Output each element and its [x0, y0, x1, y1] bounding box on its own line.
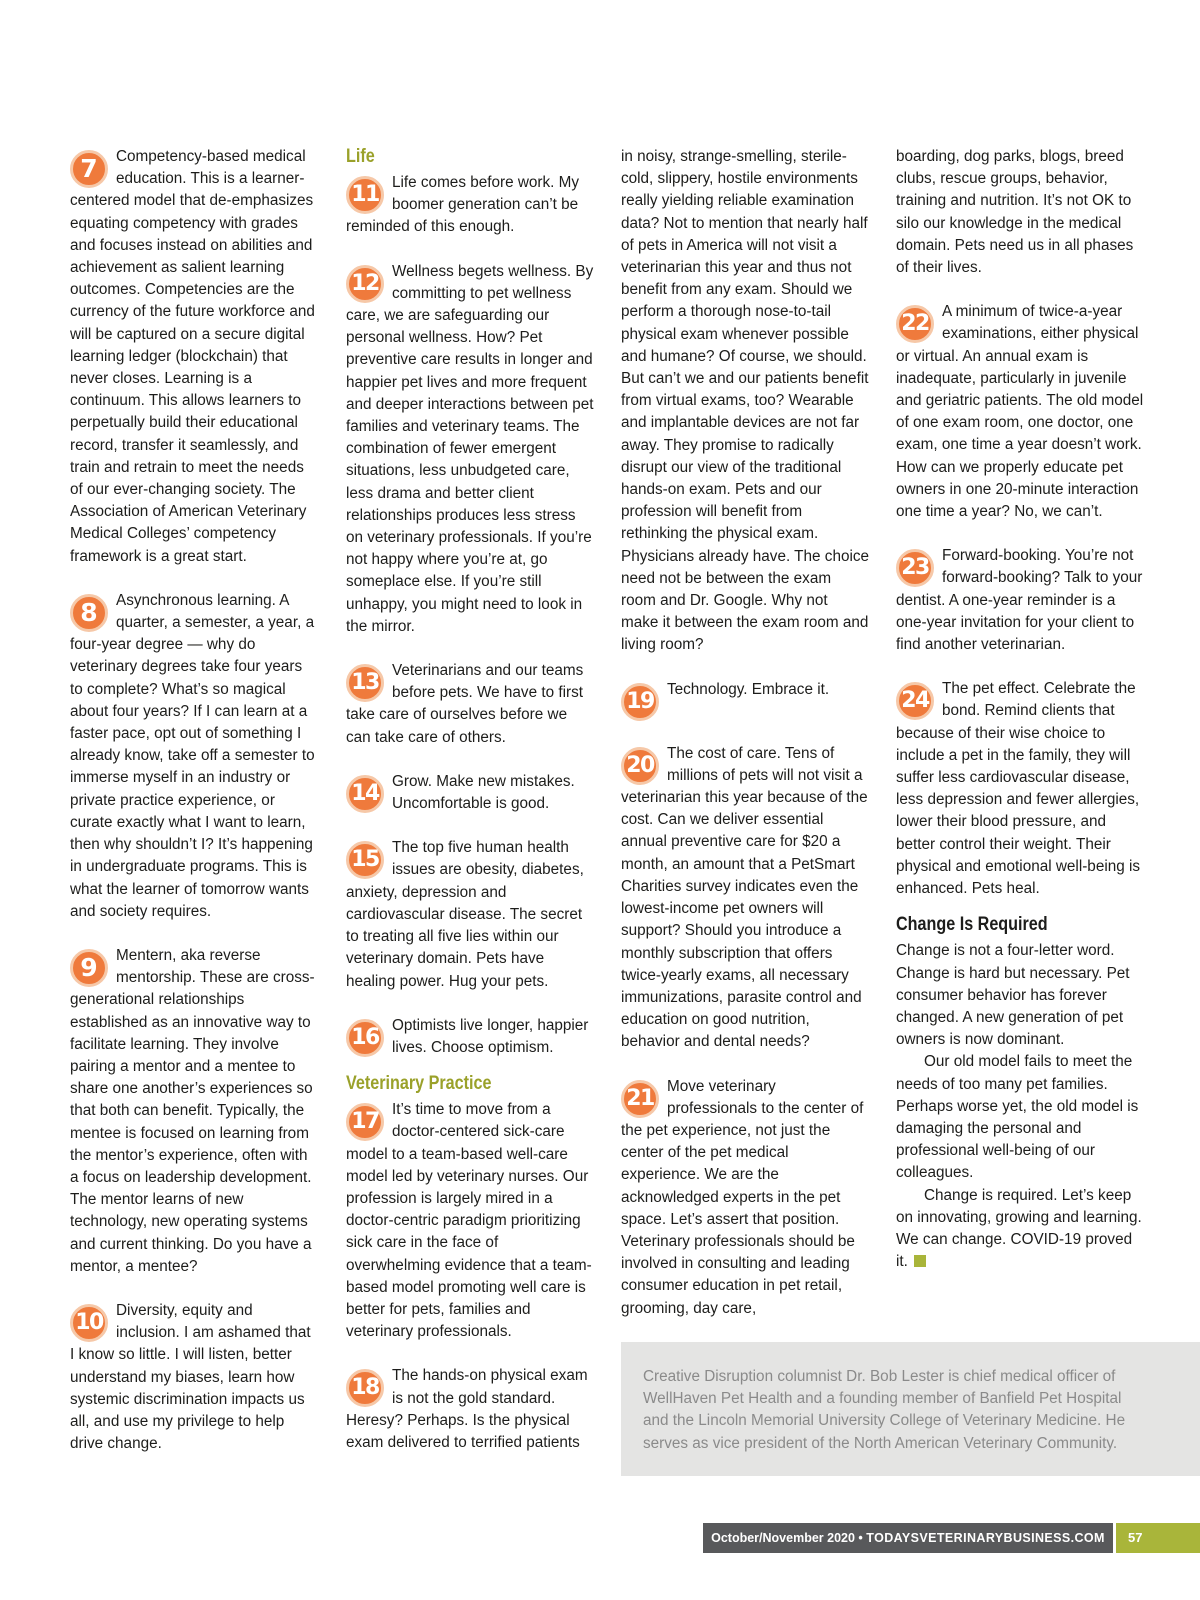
number-badge: 19 — [621, 683, 659, 721]
paragraph-text: Change is required. Let’s keep on innovating, growing and learning. We can change. COVID-19 proved it. — [896, 1186, 1142, 1271]
item-text: Technology. Embrace it. — [667, 680, 830, 698]
item-text: The top five human health issues are obesity, diabetes, anxiety, depression and cardiovascular disease. The secret to treating all five lies within our veterinary domain. Pets have healing power. Hug your pets. — [346, 839, 584, 990]
item-text: Competency-based medical education. This is a learner-centered model that de-emphasizes equating competency with grades and focuses instead on abilities and achievement as salient learning outcomes. Competencies are the currency of the future workforce and will be captured on a secure digital learning ledger (blockchain) that never closes. Learning is a continuum. This allows learners to perpetually build their educational record, transfer it seamlessly, and train and retrain to meet the needs of our ever-changing society. The Association of American Veterinary Medical Colleges’ competency framework is a great start. — [70, 148, 315, 565]
number-badge: 8 — [70, 594, 108, 632]
website-link[interactable]: TODAYSVETERINARYBUSINESS.COM — [866, 1531, 1105, 1545]
list-item — [346, 1015, 594, 1059]
list-item — [70, 945, 318, 1278]
list-item — [346, 172, 594, 239]
list-item — [621, 679, 869, 721]
list-item — [70, 590, 318, 923]
number-badge: 13 — [346, 664, 384, 702]
number-badge: 12 — [346, 265, 384, 303]
item-text: Diversity, equity and inclusion. I am ashamed that I know so little. I will listen, better understand my biases, learn how systemic discrimination impacts us all, and use my privilege to help drive change. — [70, 1301, 311, 1453]
item-text: Move veterinary professionals to the center of the pet experience, not just the center of the pet medical experience. We are the acknowledged experts in the pet space. Let’s assert that position. Veterinary professionals should be involved in consulting and leading consumer education in pet retail, grooming, day care, — [621, 1077, 864, 1317]
list-item — [896, 545, 1146, 656]
number-badge: 22 — [896, 305, 934, 343]
number-badge: 17 — [346, 1103, 384, 1141]
author-bio: Creative Disruption columnist Dr. Bob Lester is chief medical officer of WellHaven Pet Health and a founding member of Banfield Pet Hospital and the Lincoln Memorial University College of Veterinary Medicine. He serves as vice president of the North American Veterinary Community. — [621, 1342, 1200, 1476]
number-badge: 16 — [346, 1019, 384, 1057]
number-badge: 10 — [70, 1304, 108, 1342]
list-item — [346, 261, 594, 638]
list-item — [346, 660, 594, 749]
list-item — [346, 837, 594, 992]
section-heading-life: Life — [346, 146, 375, 167]
item-text: Forward-booking. You’re not forward-booking? Talk to your dentist. A one-year reminder is a one-year invitation for your client to find another veterinarian. — [896, 547, 1143, 654]
issue-date: October/November 2020 — [711, 1531, 855, 1545]
continued-paragraph: in noisy, strange-smelling, sterile-cold, slippery, hostile environments really yielding reliable examination data? Not to mention that nearly half of pets in America will not visit a veterinarian this year and thus not benefit from any exam. Should we perform a thorough nose-to-tail physical exam whenever possible and humane? Of course, we should. But can’t we and our patients benefit from virtual exams, too? Wearable and implantable devices are not far away. They promise to radically disrupt our view of the traditional hands-on exam. Pets and our profession will benefit from rethinking the physical exam. Physicians already have. The choice need not be between the exam room and Dr. Google. Why not make it between the exam room and living room? — [621, 148, 870, 654]
item-text: Veterinarians and our teams before pets. We have to first take care of ourselves before we can take care of others. — [346, 662, 584, 746]
item-text: Asynchronous learning. A quarter, a semester, a year, a four-year degree — why do veterinary degrees take four years to complete? What’s so magical about four years? If I can learn at a faster pace, opt out of something I already know, take off a semester to immerse myself in an industry or private practice experience, or curate exactly what I want to learn, then why shouldn’t I? It’s happening in undergraduate programs. This is what the learner of tomorrow wants and society requires. — [70, 591, 315, 920]
list-item — [346, 1099, 594, 1343]
paragraph — [896, 1185, 1146, 1274]
list-item — [621, 743, 869, 1054]
item-text: Wellness begets wellness. By committing to pet wellness care, we are safeguarding our personal wellness. How? Pet preventive care results in longer and happier pet lives and more frequent and deeper interactions between pet families and veterinary teams. The combination of fewer emergent situations, less unbudgeted care, less drama and better client relationships produces less stress on veterinary professionals. If you’re not happy where you’re at, go someplace else. If you’re still unhappy, you might need to look in the mirror. — [346, 262, 594, 635]
number-badge: 11 — [346, 176, 384, 214]
number-badge: 15 — [346, 841, 384, 879]
number-badge: 18 — [346, 1369, 384, 1407]
footer-separator: • — [858, 1531, 863, 1545]
item-text: The pet effect. Celebrate the bond. Remind clients that because of their wise choice to include a pet in the family, they will suffer less cardiovascular disease, less depression and fewer allergies, lower their blood pressure, and better control their weight. Their physical and emotional well-being is enhanced. Pets heal. — [896, 680, 1141, 898]
paragraph: Change is not a four-letter word. Change is hard but necessary. Pet consumer behavior has forever changed. A new generation of pet owners is now dominant. — [896, 942, 1130, 1049]
column-3 — [621, 146, 869, 1342]
list-item — [346, 1365, 594, 1454]
number-badge: 23 — [896, 549, 934, 587]
item-text: Grow. Make new mistakes. Uncomfortable is good. — [391, 772, 575, 813]
list-item — [896, 678, 1146, 900]
item-text: Optimists live longer, happier lives. Choose optimism. — [391, 1016, 589, 1056]
number-badge: 24 — [896, 682, 934, 720]
number-badge: 7 — [70, 150, 108, 188]
column-4 — [896, 146, 1146, 1273]
number-badge: 21 — [621, 1080, 659, 1118]
item-text: Mentern, aka reverse mentorship. These are cross-generational relationships established as an innovative way to facilitate learning. They involve pairing a mentor and a mentee to share one another’s experiences so that both can benefit. Typically, the mentee is focused on learning from the mentor’s experience, often with a focus on leadership development. The mentor learns of new technology, new operating systems and current thinking. Do you have a mentor, a mentee? — [70, 946, 315, 1275]
page-footer — [703, 1523, 1113, 1553]
section-heading-veterinary-practice: Veterinary Practice — [346, 1073, 492, 1095]
item-text: It’s time to move from a doctor-centered sick-care model to a team-based well-care model led by veterinary nurses. Our profession is largely mired in a doctor-centric paradigm prioritizing sick care in the face of overwhelming evidence that a team-based model promoting well care is better for pets, families and veterinary professionals. — [346, 1101, 592, 1341]
item-text: Life comes before work. My boomer generation can’t be reminded of this enough. — [346, 174, 580, 236]
section-heading-change: Change Is Required — [896, 914, 1048, 936]
list-item — [621, 1076, 869, 1320]
number-badge: 20 — [621, 747, 659, 785]
number-badge: 14 — [346, 775, 384, 813]
list-item — [896, 301, 1146, 523]
item-text: A minimum of twice-a-year examinations, either physical or virtual. An annual exam is inadequate, particularly in juvenile and geriatric patients. The old model of one exam room, one doctor, one exam, one time a year doesn’t work. How can we properly educate pet owners in one 20-minute interaction one time a year? No, we can’t. — [896, 303, 1144, 521]
list-item — [346, 771, 594, 815]
list-item — [70, 1300, 318, 1455]
continued-paragraph: boarding, dog parks, blogs, breed clubs, rescue groups, behavior, training and nutrition. It’s not OK to silo our knowledge in the medical domain. Pets need us in all phases of their lives. — [896, 148, 1134, 277]
page-number: 57 — [1116, 1523, 1200, 1553]
column-2 — [346, 146, 594, 1476]
list-item — [70, 146, 318, 568]
item-text: The cost of care. Tens of millions of pets will not visit a veterinarian this year because of the cost. Can we deliver essential annual preventive care for $20 a month, an amount that a PetSmart Charities survey indicates even the lowest-income pet owners will support? Should you introduce a monthly subscription that offers twice-yearly exams, all necessary immunizations, parasite control and education on good nutrition, behavior and dental needs? — [621, 744, 868, 1051]
column-1 — [70, 146, 318, 1477]
paragraph: Our old model fails to meet the needs of too many pet families. Perhaps worse yet, the old model is damaging the personal and professional well-being of our colleagues. — [896, 1053, 1139, 1182]
end-mark-icon — [914, 1255, 926, 1267]
item-text: The hands-on physical exam is not the gold standard. Heresy? Perhaps. Is the physical exam delivered to terrified patients — [346, 1367, 588, 1451]
number-badge: 9 — [70, 949, 108, 987]
